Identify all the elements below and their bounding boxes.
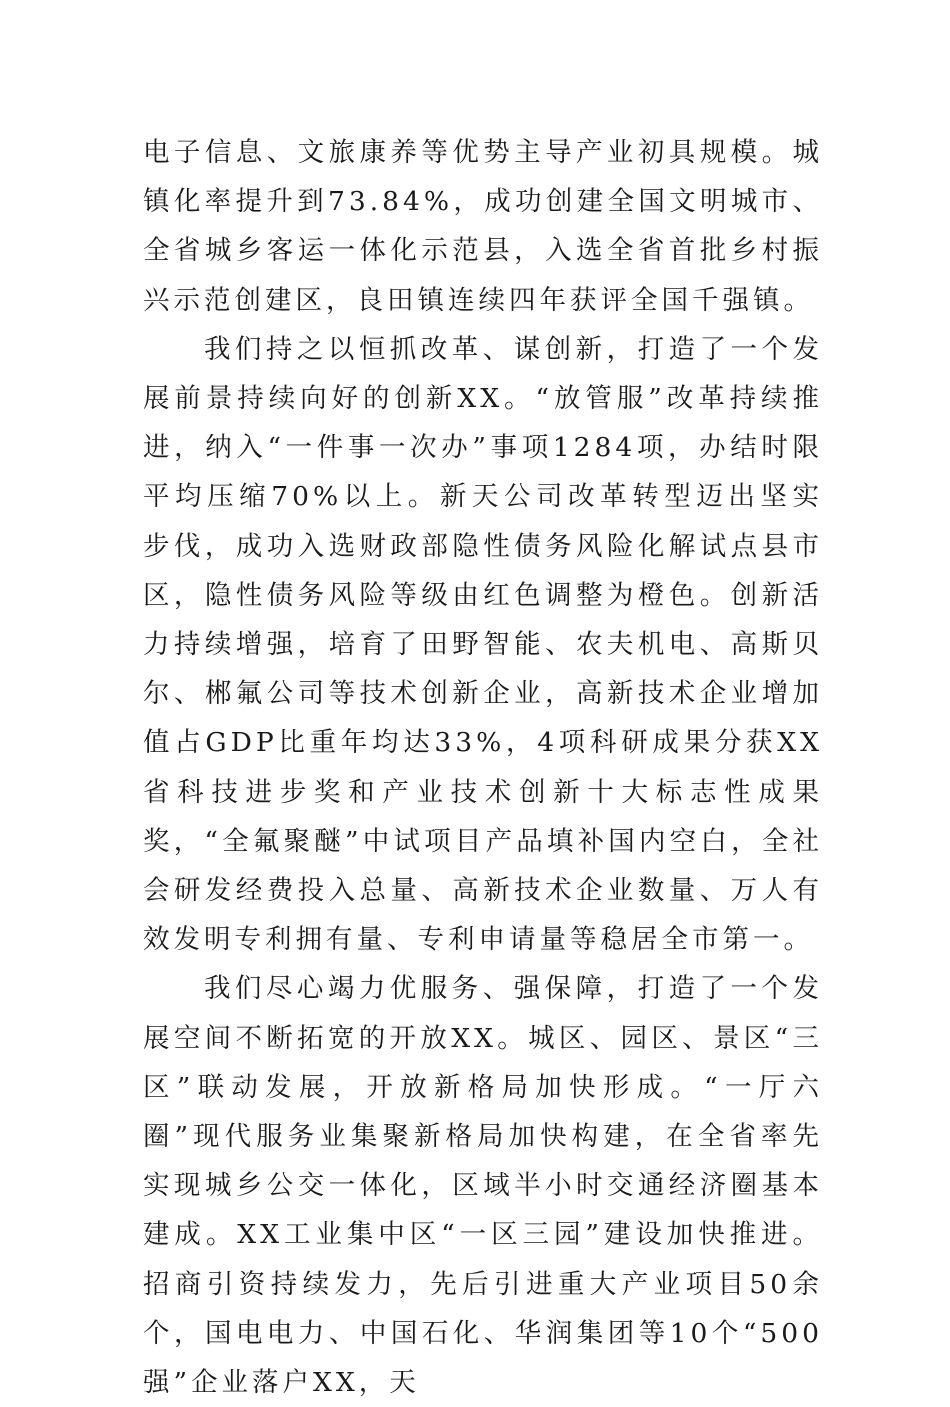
paragraph-3: 我们尽心竭力优服务、强保障，打造了一个发展空间不断拓宽的开放XX。城区、园区、景区“三区”联动发展，开放新格局加快形成。“一厅六圈”现代服务业集聚新格局加快构建，在全省率先实现城乡公交一体化，区域半小时交通经济圈基本建成。XX工业集中区“一区三园”建设加快推进。招商引资持续发力，先后引进重大产业项目50余个，国电电力、中国石化、华润集团等10个“500强”企业落户XX，天 <box>143 973 823 1399</box>
paragraph-2: 我们持之以恒抓改革、谋创新，打造了一个发展前景持续向好的创新XX。“放管服”改革持续推进，纳入“一件事一次办”事项1284项，办结时限平均压缩70%以上。新天公司改革转型迈出坚实步伐，成功入选财政部隐性债务风险化解试点县市区，隐性债务风险等级由红色调整为橙色。创新活力持续增强，培育了田野智能、农夫机电、高斯贝尔、郴氟公司等技术创新企业，高新技术企业增加值占GDP比重年均达33%，4项科研成果分获XX省科技进步奖和产业技术创新十大标志性成果奖，“全氟聚醚”中试项目产品填补国内空白，全社会研发经费投入总量、高新技术企业数量、万人有效发明专利拥有量、专利申请量等稳居全市第一。 <box>143 333 823 956</box>
document-body <box>143 128 823 1407</box>
paragraph-1: 电子信息、文旅康养等优势主导产业初具规模。城镇化率提升到73.84%，成功创建全国文明城市、全省城乡客运一体化示范县，入选全省首批乡村振兴示范创建区，良田镇连续四年获评全国千强镇。 <box>143 137 823 316</box>
